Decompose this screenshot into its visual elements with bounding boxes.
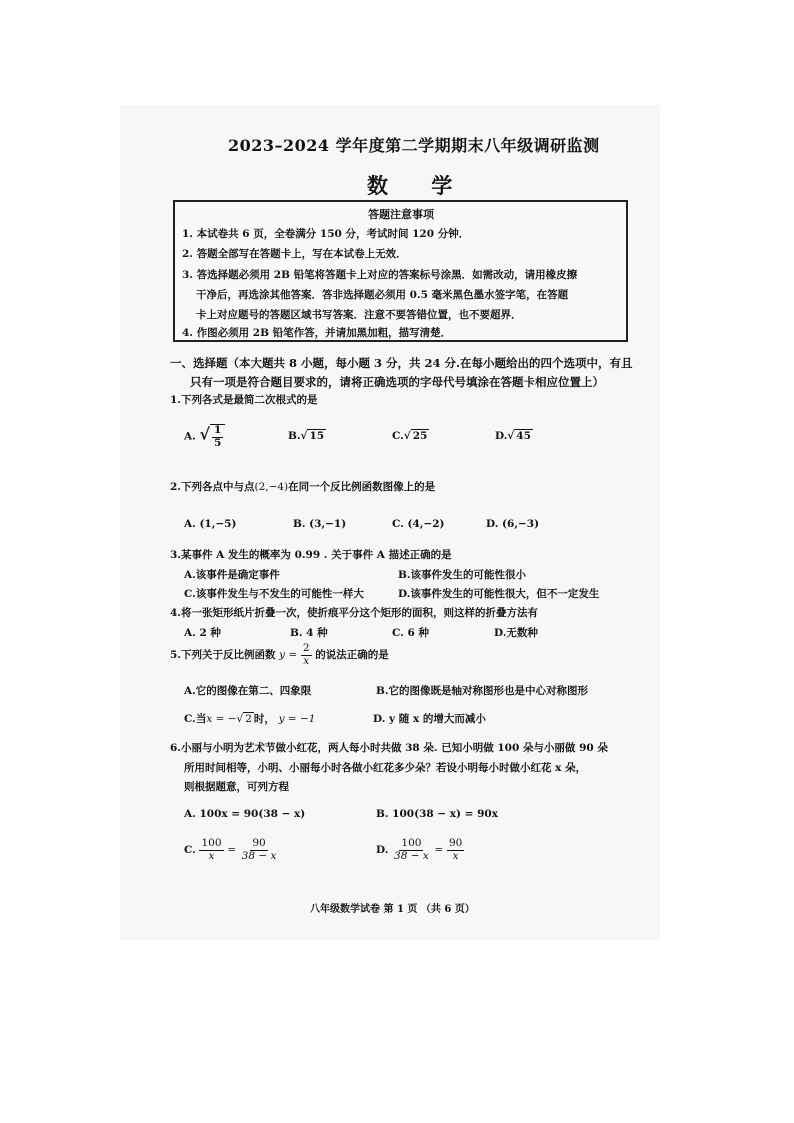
q5-c-cond: x = − — [206, 713, 237, 725]
q6-c-equals: = — [227, 844, 236, 857]
q3-stem: 3.某事件 A 发生的概率为 0.99 . 关于事件 A 描述正确的是 — [170, 549, 452, 561]
q5-c-part-b: 时， — [253, 713, 275, 725]
q5-fraction — [301, 643, 312, 667]
q6-d-den-2: x — [452, 849, 459, 862]
q1-c-sqrt-sign: √ — [403, 430, 411, 442]
q1-c-radicand: 25 — [412, 430, 428, 442]
q1-a-label: A. — [184, 430, 196, 443]
q6-d-den-1: 38 − x — [394, 849, 429, 862]
q4-option-d: D.无数种 — [494, 627, 538, 639]
page-footer: 八年级数学试卷 第 1 页 （共 6 页） — [310, 904, 475, 915]
q1-d-sqrt-sign: √ — [507, 430, 515, 442]
notice-title: 答题注意事项 — [368, 208, 434, 221]
q4-stem: 4.将一张矩形纸片折叠一次，使折痕平分这个矩形的面积，则这样的折叠方法有 — [170, 607, 538, 619]
q1-a-den: 5 — [213, 436, 222, 449]
q2-point: (2,−4) — [254, 481, 289, 493]
q6-d-label: D. — [376, 844, 389, 857]
section-header-line-2: 只有一项是符合题目要求的，请将正确选项的字母代号填涂在答题卡相应位置上） — [190, 375, 604, 389]
q1-a-fraction — [210, 424, 225, 449]
q5-option-b: B.它的图像既是轴对称图形也是中心对称图形 — [376, 685, 589, 697]
section-header-line-1: 一、选择题（本大题共 8 小题，每小题 3 分，共 24 分.在每小题给出的四个选项中，有且 — [170, 356, 633, 370]
notice-line-6: 4. 作图必须用 2B 铅笔作答，并请加黑加粗，描写清楚． — [182, 327, 452, 339]
q2-option-a: A. (1,−5) — [184, 518, 237, 530]
exam-title: 2023–2024 学年度第二学期期末八年级调研监测 — [228, 136, 600, 155]
q6-c-den-2: 38 − x — [241, 849, 277, 862]
notice-line-2: 2. 答题全部写在答题卡上，写在本试卷上无效． — [182, 248, 407, 260]
q5-func: y = — [279, 649, 298, 662]
q3-option-b: B.该事件发生的可能性很小 — [398, 569, 527, 581]
q5-stem — [170, 643, 389, 667]
q6-d-num-2: 90 — [448, 837, 463, 849]
q3-option-c: C.该事件发生与不发生的可能性一样大 — [184, 588, 364, 600]
q2-option-c: C. (4,−2) — [392, 518, 445, 530]
q6-c-label: C. — [184, 844, 196, 857]
q6-d-frac-2 — [447, 838, 464, 862]
q5-stem-part-a: 5.下列关于反比例函数 — [170, 649, 276, 662]
q6-c-frac-1 — [199, 838, 223, 862]
q5-c-part-a: C.当 — [184, 713, 207, 725]
q5-den: x — [303, 654, 310, 667]
q1-b-sqrt-sign: √ — [300, 430, 308, 442]
q2-option-d: D. (6,−3) — [486, 518, 540, 530]
q5-c-radicand: 2 — [245, 713, 252, 725]
notice-line-4: 干净后，再选涂其他答案．答非选择题必须用 0.5 毫米黑色墨水签字笔，在答题 — [196, 289, 569, 301]
q3-option-a: A.该事件是确定事件 — [184, 569, 280, 581]
q5-option-a: A.它的图像在第二、四象限 — [184, 685, 312, 697]
q1-option-c — [392, 430, 429, 442]
q6-c-num-1: 100 — [201, 837, 222, 849]
notice-line-1: 1. 本试卷共 6 页，全卷满分 150 分，考试时间 120 分钟． — [182, 228, 470, 240]
subject-title: 数 学 — [367, 173, 471, 198]
q6-line-1: 6.小丽与小明为艺术节做小红花，两人每小时共做 38 朵. 已知小明做 100 朵与小丽做 90 朵 — [170, 742, 608, 754]
q6-line-3: 则根据题意，可列方程 — [184, 781, 289, 793]
q5-stem-part-b: 的说法正确的是 — [315, 649, 389, 662]
q6-c-frac-2 — [240, 838, 279, 862]
q4-option-c: C. 6 种 — [392, 627, 429, 639]
q1-a-num: 1 — [213, 424, 222, 436]
q6-option-b: B. 100(38 − x) = 90x — [376, 808, 499, 820]
q5-num: 2 — [302, 642, 310, 654]
q6-option-a: A. 100x = 90(38 − x) — [184, 808, 306, 820]
q6-c-num-2: 90 — [252, 837, 266, 849]
q5-option-d: D. y 随 x 的增大而减小 — [373, 713, 486, 725]
q5-c-result: y = −1 — [278, 713, 316, 725]
q1-c-label: C. — [392, 430, 404, 442]
q1-b-radicand: 15 — [309, 430, 325, 442]
q4-option-a: A. 2 种 — [184, 627, 221, 639]
q1-stem: 1.下列各式是最简二次根式的是 — [170, 394, 318, 406]
q2-option-b: B. (3,−1) — [293, 518, 347, 530]
q1-a-sqrt-sign: √ — [199, 424, 210, 444]
q4-option-b: B. 4 种 — [290, 627, 328, 639]
q6-c-den-1: x — [208, 849, 215, 862]
q1-option-b — [288, 430, 326, 442]
q6-line-2: 所用时间相等，小明、小丽每小时各做小红花多少朵？若设小明每小时做小红花 x 朵， — [184, 762, 587, 774]
q2-stem — [170, 479, 435, 494]
q6-option-d — [376, 838, 464, 862]
notice-line-3: 3. 答选择题必须用 2B 铅笔将答题卡上对应的答案标号涂黑．如需改动，请用橡皮擦 — [182, 269, 578, 281]
q1-d-radicand: 45 — [516, 430, 531, 442]
notice-line-5: 卡上对应题号的答题区域书写答案．注意不要答错位置，也不要超界． — [196, 309, 522, 321]
q6-d-num-1: 100 — [401, 837, 422, 849]
q6-d-equals: = — [434, 844, 444, 857]
q1-option-a — [184, 424, 225, 449]
q1-option-d — [495, 430, 533, 442]
q1-d-label: D. — [495, 430, 508, 442]
q2-stem-part-b: 在同一个反比例函数图像上的是 — [288, 481, 436, 493]
q2-stem-part-a: 2.下列各点中与点 — [170, 481, 255, 493]
q1-b-label: B. — [288, 430, 301, 442]
q3-option-d: D.该事件发生的可能性很大，但不一定发生 — [398, 588, 600, 600]
q6-d-frac-1 — [392, 838, 431, 862]
q5-option-c: C.当x = −√ 2 时， y = −1 — [184, 713, 316, 725]
q6-option-c — [184, 838, 278, 862]
